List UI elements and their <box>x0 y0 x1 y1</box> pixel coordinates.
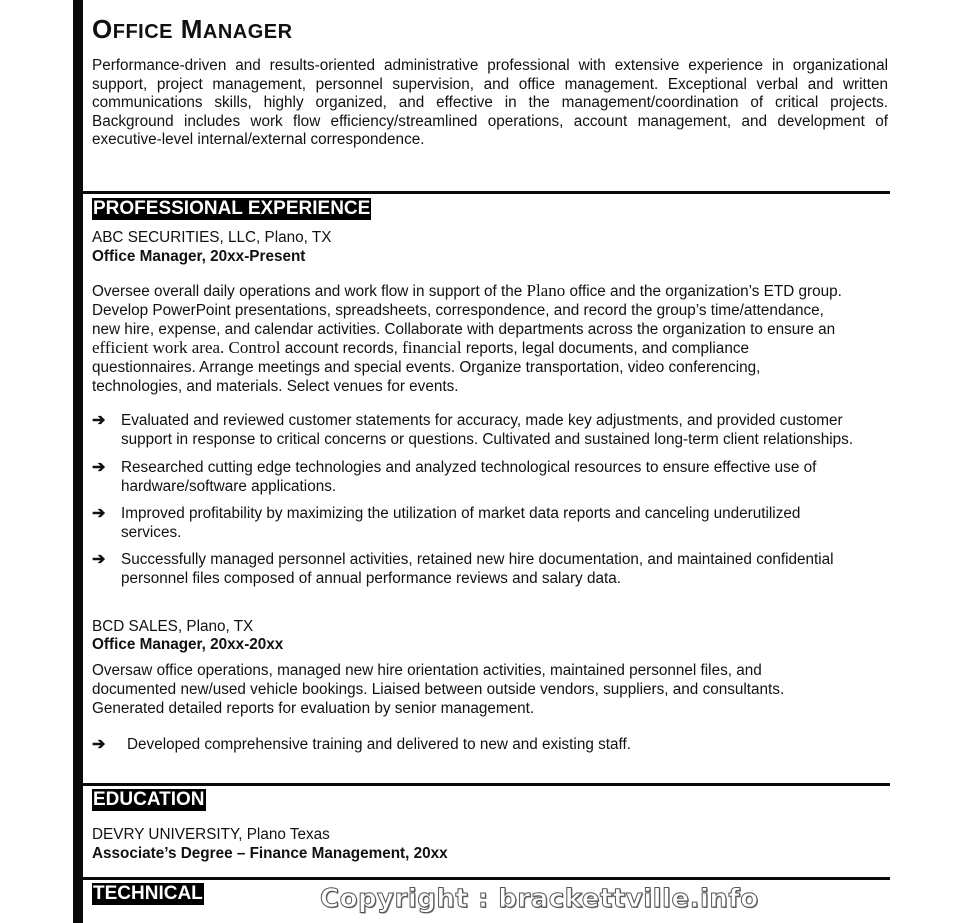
page-title: OFFICE MANAGER <box>92 14 293 44</box>
bullet-item: ➔ Evaluated and reviewed customer statements for accuracy, made key adjustments, and provided customer support in response to critical concerns or questions. Cultivated and sustained long-term client relationships. <box>92 412 854 448</box>
arrow-right-icon: ➔ <box>92 459 106 476</box>
section-heading-experience: PROFESSIONAL EXPERIENCE <box>93 198 371 219</box>
job-role: Office Manager, 20xx-Present <box>92 248 306 265</box>
section-divider <box>83 783 890 786</box>
arrow-right-icon: ➔ <box>92 551 106 568</box>
section-heading-education: EDUCATION <box>93 789 205 810</box>
copyright-watermark: Copyright : brackettville.info <box>320 884 759 914</box>
job-company: ABC SECURITIES, LLC, Plano, TX <box>92 229 332 246</box>
job-company: BCD SALES, Plano, TX <box>92 618 254 635</box>
section-divider <box>83 877 890 880</box>
education-school: DEVRY UNIVERSITY, Plano Texas <box>92 826 330 843</box>
job-description: Oversaw office operations, managed new hire orientation activities, maintained personnel files, and documented new/used vehicle bookings. Liaised between outside vendors, suppliers, and consultants. Generated detailed reports for evaluation by senior management. <box>92 662 785 717</box>
section-divider <box>83 191 890 194</box>
arrow-right-icon: ➔ <box>92 505 106 522</box>
bullet-item: ➔ Successfully managed personnel activities, retained new hire documentation, and maintained confidential personnel files composed of annual performance reviews and salary data. <box>92 551 834 587</box>
bullet-item: ➔ Researched cutting edge technologies and analyzed technological resources to ensure effective use of hardware/software applications. <box>92 459 817 495</box>
job-description: Oversee overall daily operations and work flow in support of the Plano office and the organization’s ETD group. Develop PowerPoint presentations, spreadsheets, correspondence, and record the group’s time/attendance, new hire, expense, and calendar activities. Collaborate with departments across the organization to ensure an efficient work area. Control account records, financial reports, legal documents, and compliance questionnaires. Arrange meetings and special events. Organize transportation, video conferencing, technologies, and materials. Select venues for events. <box>92 281 842 395</box>
section-heading-technical: TECHNICAL <box>93 883 203 904</box>
summary-paragraph: Performance-driven and results-oriented administrative professional with extensive experience in organizational support, project management, personnel supervision, and office management. Exceptional verbal and written communications skills, highly organized, and effective in the management/coordination of critical projects. Background includes work flow efficiency/streamlined operations, account management, and development of executive-level internal/external correspondence. <box>92 57 888 148</box>
education-degree: Associate’s Degree – Finance Management, 20xx <box>92 845 448 862</box>
bullet-item: ➔ Improved profitability by maximizing the utilization of market data reports and canceling underutilized services. <box>92 505 801 541</box>
job-role: Office Manager, 20xx-20xx <box>92 636 284 653</box>
arrow-right-icon: ➔ <box>92 412 106 429</box>
arrow-right-icon: ➔ <box>92 736 106 753</box>
left-margin-bar <box>73 0 83 923</box>
bullet-item: ➔ Developed comprehensive training and delivered to new and existing staff. <box>92 736 631 753</box>
